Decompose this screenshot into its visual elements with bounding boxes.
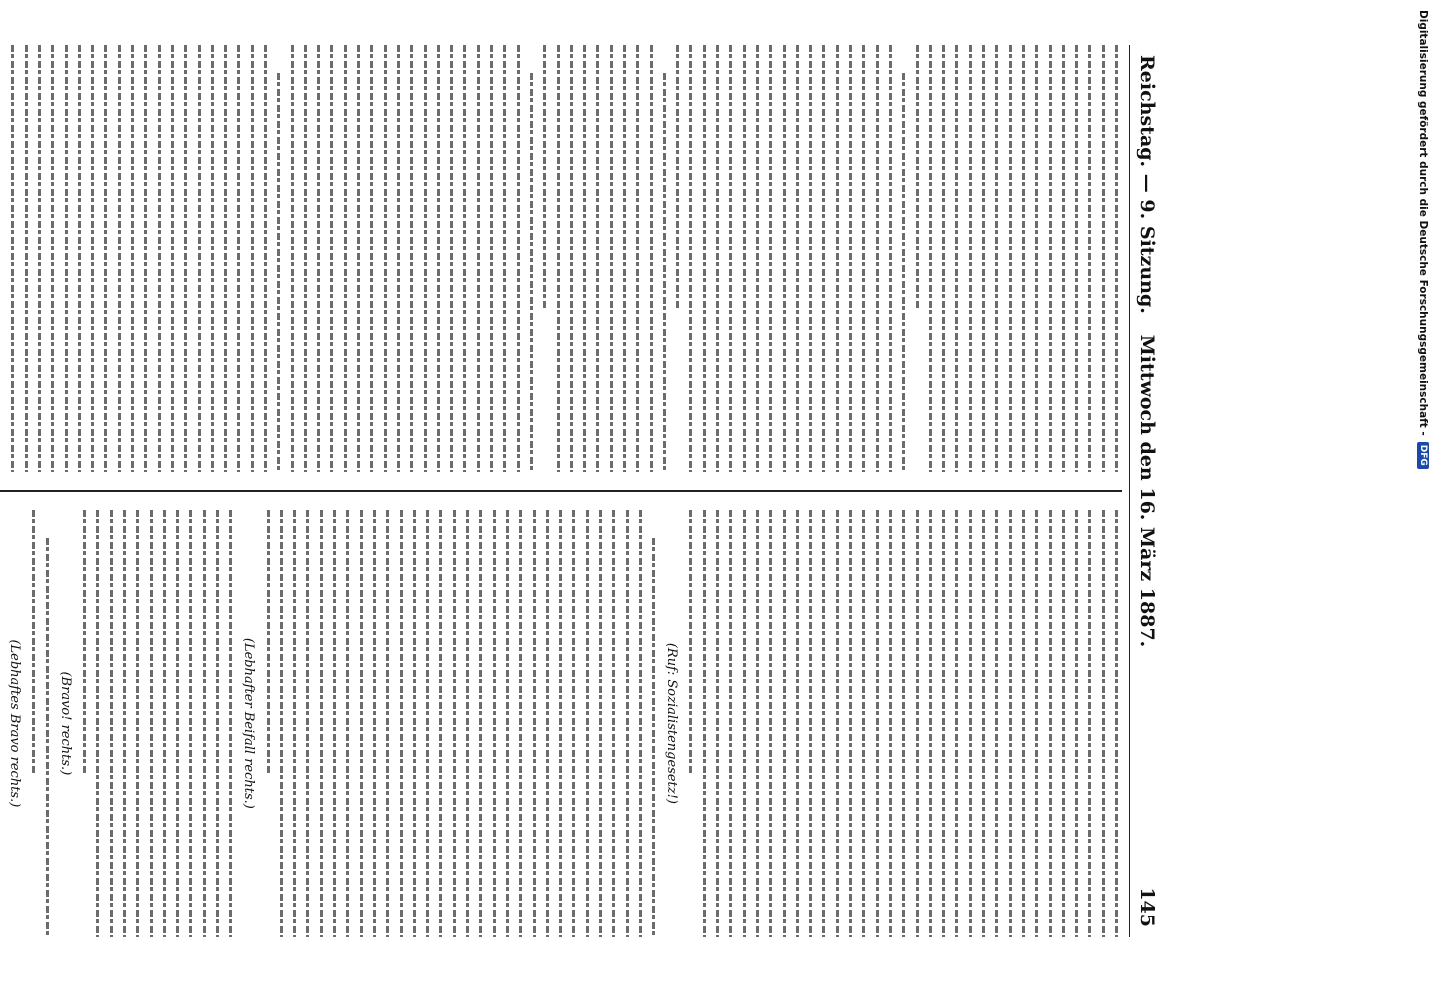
text-line [836,45,839,472]
text-line [131,45,134,472]
text-line [280,510,283,937]
text-line [982,510,985,937]
text-line [171,45,174,472]
text-line [439,510,442,937]
text-line [596,45,599,472]
text-line [506,510,509,937]
text-line [570,45,573,472]
text-line [344,45,347,472]
text-line [216,510,219,937]
text-line [862,45,865,472]
right-column-text [0,510,1118,937]
header-page-number: 145 [1136,887,1158,927]
text-line [769,45,772,472]
stage-note: (Bravo! rechts.) [57,671,73,776]
text-line [559,510,562,937]
text-line [1075,510,1078,937]
text-line [626,510,629,937]
text-line [189,510,192,937]
text-columns [0,45,1122,937]
text-line [400,510,403,937]
text-line [453,510,456,937]
text-line [1075,45,1078,472]
text-line [426,510,429,937]
stage-note: (Ruf: Sozialistengesetz!) [664,642,680,804]
text-line [942,45,945,472]
text-line [889,510,892,937]
text-line [849,45,852,472]
text-line [91,45,94,472]
text-line [652,538,655,937]
text-line [836,510,839,937]
text-line [796,510,799,937]
text-line [25,45,28,472]
header-session: Reichstag. — 9. Sitzung. [1136,55,1158,314]
text-line [118,45,121,472]
text-line [690,510,693,775]
text-line [623,45,626,472]
text-line [1049,45,1052,472]
text-line [1049,510,1052,937]
text-line [320,510,323,937]
text-line [729,510,732,937]
text-line [330,45,333,472]
text-line [862,510,865,937]
text-line [83,510,86,775]
text-line [277,73,280,472]
text-line [1035,45,1038,472]
text-line [1115,45,1118,472]
text-line [493,510,496,937]
text-line [650,45,653,472]
text-line [1022,510,1025,937]
text-line [123,510,126,937]
text-line [410,45,413,472]
text-line [466,510,469,937]
text-line [1088,45,1091,472]
text-line [370,45,373,472]
text-line [477,45,480,472]
text-line [809,45,812,472]
text-line [397,45,400,472]
text-line [533,510,536,937]
text-line [211,45,214,472]
text-line [690,45,693,472]
credit-text: Digitalisierung gefördert durch die Deutsche Forschungsgemeinschaft - [1417,10,1429,436]
text-line [916,510,919,937]
text-line [163,510,166,937]
text-line [373,510,376,937]
text-line [11,45,14,472]
text-line [612,510,615,937]
text-line [822,510,825,937]
text-line [203,510,206,937]
text-line [463,45,466,472]
text-line [519,510,522,937]
digitization-credit [1412,0,1432,1000]
text-line [104,45,107,472]
text-line [610,45,613,472]
dfg-logo: DFG [1417,442,1429,469]
text-line [1115,510,1118,937]
text-line [995,45,998,472]
text-line [969,45,972,472]
text-line [384,45,387,472]
text-line [503,45,506,472]
text-line [96,510,99,937]
text-line [783,45,786,472]
text-line [663,73,666,472]
text-line [78,45,81,472]
header-date: Mittwoch den 16. März 1887. [1136,334,1158,648]
text-line [929,510,932,937]
text-line [703,45,706,472]
text-line [424,45,427,472]
text-line [306,510,309,937]
text-line [796,45,799,472]
text-line [184,45,187,472]
text-line [557,45,560,472]
text-line [386,510,389,937]
text-line [783,510,786,937]
text-line [1035,510,1038,937]
text-line [38,45,41,472]
text-line [1062,510,1065,937]
text-line [304,45,307,472]
text-line [237,45,240,472]
text-line [676,45,679,310]
text-line [1102,45,1105,472]
text-line [224,45,227,472]
text-line [942,510,945,937]
text-line [876,45,879,472]
text-line [51,45,54,472]
text-line [849,510,852,937]
text-line [110,510,113,937]
text-line [995,510,998,937]
text-line [639,510,642,937]
text-line [490,45,493,472]
text-line [729,45,732,472]
text-line [360,510,363,937]
text-line [876,510,879,937]
text-line [969,510,972,937]
text-line [809,510,812,937]
text-line [599,510,602,937]
left-column-text [1,45,1118,472]
rotated-page [0,11,1188,971]
text-line [916,45,919,310]
text-line [902,73,905,472]
text-line [929,45,932,472]
text-line [136,510,139,937]
text-line [357,45,360,472]
text-line [583,45,586,472]
text-line [1062,45,1065,472]
text-line [743,510,746,937]
text-line [346,510,349,937]
text-line [437,45,440,472]
text-line [982,45,985,472]
text-line [769,510,772,937]
text-line [32,510,35,775]
stage-note: (Lebhafter Beifall rechts.) [241,637,257,809]
right-column [0,492,1122,937]
text-line [333,510,336,937]
text-line [291,45,294,472]
text-line [144,45,147,472]
text-line [716,45,719,472]
text-line [251,45,254,472]
text-line [158,45,161,472]
text-line [264,45,267,472]
text-line [176,510,179,937]
text-line [65,45,68,472]
text-line [1009,45,1012,472]
text-line [572,510,575,937]
text-line [150,510,153,937]
text-line [743,45,746,472]
text-line [267,510,270,775]
text-line [703,510,706,937]
text-line [716,510,719,937]
text-line [586,510,589,937]
stage-note: (Lebhaftes Bravo rechts.) [7,639,23,808]
text-line [46,538,49,937]
text-line [293,510,296,937]
text-line [889,45,892,472]
text-line [822,45,825,472]
text-line [543,45,546,310]
text-line [955,510,958,937]
text-line [756,45,759,472]
text-line [955,45,958,472]
text-line [413,510,416,937]
text-line [1022,45,1025,472]
text-line [530,73,533,472]
text-line [756,510,759,937]
page-header [1129,45,1170,937]
text-line [1009,510,1012,937]
text-line [902,510,905,937]
text-line [546,510,549,937]
text-line [517,45,520,472]
text-line [479,510,482,937]
text-line [450,45,453,472]
text-line [317,45,320,472]
text-line [1088,510,1091,937]
text-line [1102,510,1105,937]
credit-text-row [1415,10,1431,990]
left-column [0,45,1122,490]
text-line [229,510,232,937]
text-line [198,45,201,472]
text-line [636,45,639,472]
